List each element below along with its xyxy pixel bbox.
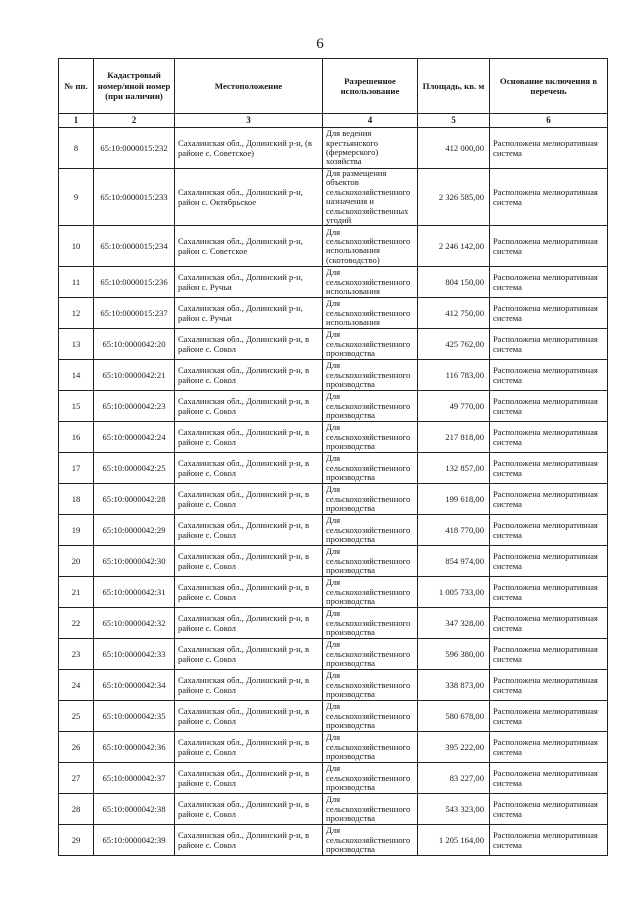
inclusion-basis-cell: Расположена мелиоративная система [490, 360, 608, 391]
row-number-cell: 17 [59, 453, 94, 484]
inclusion-basis-cell: Расположена мелиоративная система [490, 169, 608, 226]
inclusion-basis-cell: Расположена мелиоративная система [490, 546, 608, 577]
row-number-cell: 18 [59, 484, 94, 515]
area-cell: 217 818,00 [418, 422, 490, 453]
inclusion-basis-cell: Расположена мелиоративная система [490, 670, 608, 701]
inclusion-basis-cell: Расположена мелиоративная система [490, 453, 608, 484]
inclusion-basis-cell: Расположена мелиоративная система [490, 484, 608, 515]
location-cell: Сахалинская обл., Долинский р-н, в районе с. Сокол [175, 360, 323, 391]
area-cell: 412 750,00 [418, 298, 490, 329]
table-row [59, 577, 608, 608]
location-cell: Сахалинская обл., Долинский р-н, в районе с. Сокол [175, 701, 323, 732]
row-number-cell: 8 [59, 128, 94, 169]
permitted-use-cell: Для сельскохозяйственного производства [323, 329, 418, 360]
permitted-use-cell: Для сельскохозяйственного производства [323, 732, 418, 763]
table-row [59, 422, 608, 453]
area-cell: 1 005 733,00 [418, 577, 490, 608]
column-number-row [59, 114, 608, 128]
col-header-number: № пп. [59, 59, 94, 114]
row-number-cell: 16 [59, 422, 94, 453]
row-number-cell: 10 [59, 226, 94, 267]
inclusion-basis-cell: Расположена мелиоративная система [490, 128, 608, 169]
land-plots-table [58, 58, 608, 856]
permitted-use-cell: Для сельскохозяйственного использования (скотоводство) [323, 226, 418, 267]
permitted-use-cell: Для сельскохозяйственного производства [323, 794, 418, 825]
location-cell: Сахалинская обл., Долинский р-н, в районе с. Сокол [175, 484, 323, 515]
location-cell: Сахалинская обл., Долинский р-н, в районе с. Сокол [175, 391, 323, 422]
area-cell: 199 618,00 [418, 484, 490, 515]
page-number: 6 [316, 36, 324, 52]
cadastral-number-cell: 65:10:0000015:233 [94, 169, 175, 226]
area-cell: 543 323,00 [418, 794, 490, 825]
permitted-use-cell: Для сельскохозяйственного производства [323, 701, 418, 732]
cadastral-number-cell: 65:10:0000042:35 [94, 701, 175, 732]
row-number-cell: 15 [59, 391, 94, 422]
permitted-use-cell: Для сельскохозяйственного производства [323, 453, 418, 484]
location-cell: Сахалинская обл., Долинский р-н, в районе с. Сокол [175, 329, 323, 360]
inclusion-basis-cell: Расположена мелиоративная система [490, 794, 608, 825]
cadastral-number-cell: 65:10:0000042:34 [94, 670, 175, 701]
permitted-use-cell: Для сельскохозяйственного производства [323, 360, 418, 391]
col-header-area: Площадь, кв. м [418, 59, 490, 114]
table-row [59, 546, 608, 577]
table-row [59, 453, 608, 484]
location-cell: Сахалинская обл., Долинский р-н, район с. Ручьи [175, 298, 323, 329]
inclusion-basis-cell: Расположена мелиоративная система [490, 422, 608, 453]
inclusion-basis-cell: Расположена мелиоративная система [490, 298, 608, 329]
col-num-3: 3 [175, 114, 323, 128]
row-number-cell: 20 [59, 546, 94, 577]
row-number-cell: 26 [59, 732, 94, 763]
location-cell: Сахалинская обл., Долинский р-н, район с. Советское [175, 226, 323, 267]
location-cell: Сахалинская обл., Долинский р-н, в районе с. Сокол [175, 515, 323, 546]
cadastral-number-cell: 65:10:0000042:30 [94, 546, 175, 577]
inclusion-basis-cell: Расположена мелиоративная система [490, 825, 608, 856]
col-num-1: 1 [59, 114, 94, 128]
inclusion-basis-cell: Расположена мелиоративная система [490, 515, 608, 546]
inclusion-basis-cell: Расположена мелиоративная система [490, 608, 608, 639]
area-cell: 2 326 585,00 [418, 169, 490, 226]
cadastral-number-cell: 65:10:0000042:20 [94, 329, 175, 360]
inclusion-basis-cell: Расположена мелиоративная система [490, 577, 608, 608]
table-row [59, 298, 608, 329]
inclusion-basis-cell: Расположена мелиоративная система [490, 391, 608, 422]
area-cell: 338 873,00 [418, 670, 490, 701]
header-row [59, 59, 608, 114]
cadastral-number-cell: 65:10:0000015:236 [94, 267, 175, 298]
location-cell: Сахалинская обл., Долинский р-н, в районе с. Сокол [175, 763, 323, 794]
cadastral-number-cell: 65:10:0000042:38 [94, 794, 175, 825]
permitted-use-cell: Для сельскохозяйственного производства [323, 577, 418, 608]
col-num-2: 2 [94, 114, 175, 128]
inclusion-basis-cell: Расположена мелиоративная система [490, 763, 608, 794]
cadastral-number-cell: 65:10:0000042:29 [94, 515, 175, 546]
permitted-use-cell: Для ведения крестьянского (фермерского) хозяйства [323, 128, 418, 169]
cadastral-number-cell: 65:10:0000042:23 [94, 391, 175, 422]
table-row [59, 128, 608, 169]
location-cell: Сахалинская обл., Долинский р-н, в районе с. Сокол [175, 608, 323, 639]
inclusion-basis-cell: Расположена мелиоративная система [490, 267, 608, 298]
location-cell: Сахалинская обл., Долинский р-н, район с. Ручьи [175, 267, 323, 298]
row-number-cell: 9 [59, 169, 94, 226]
row-number-cell: 28 [59, 794, 94, 825]
inclusion-basis-cell: Расположена мелиоративная система [490, 226, 608, 267]
permitted-use-cell: Для сельскохозяйственного производства [323, 608, 418, 639]
area-cell: 804 150,00 [418, 267, 490, 298]
area-cell: 116 783,00 [418, 360, 490, 391]
row-number-cell: 24 [59, 670, 94, 701]
col-header-location: Местоположение [175, 59, 323, 114]
row-number-cell: 23 [59, 639, 94, 670]
permitted-use-cell: Для сельскохозяйственного использования [323, 267, 418, 298]
cadastral-number-cell: 65:10:0000042:36 [94, 732, 175, 763]
location-cell: Сахалинская обл., Долинский р-н, (в районе с. Советское) [175, 128, 323, 169]
row-number-cell: 22 [59, 608, 94, 639]
cadastral-number-cell: 65:10:0000042:32 [94, 608, 175, 639]
table-row [59, 608, 608, 639]
table-row [59, 794, 608, 825]
table-row [59, 825, 608, 856]
permitted-use-cell: Для сельскохозяйственного производства [323, 515, 418, 546]
table-row [59, 639, 608, 670]
cadastral-number-cell: 65:10:0000015:232 [94, 128, 175, 169]
area-cell: 347 328,00 [418, 608, 490, 639]
location-cell: Сахалинская обл., Долинский р-н, в районе с. Сокол [175, 732, 323, 763]
col-header-cadastral: Кадастровый номер/иной номер (при наличии) [94, 59, 175, 114]
permitted-use-cell: Для сельскохозяйственного производства [323, 639, 418, 670]
permitted-use-cell: Для сельскохозяйственного производства [323, 484, 418, 515]
location-cell: Сахалинская обл., Долинский р-н, в районе с. Сокол [175, 577, 323, 608]
row-number-cell: 29 [59, 825, 94, 856]
table-row [59, 391, 608, 422]
location-cell: Сахалинская обл., Долинский р-н, в районе с. Сокол [175, 825, 323, 856]
row-number-cell: 27 [59, 763, 94, 794]
area-cell: 425 762,00 [418, 329, 490, 360]
cadastral-number-cell: 65:10:0000042:33 [94, 639, 175, 670]
area-cell: 49 770,00 [418, 391, 490, 422]
table-row [59, 267, 608, 298]
area-cell: 596 380,00 [418, 639, 490, 670]
col-header-basis: Основание включения в перечень [490, 59, 608, 114]
row-number-cell: 14 [59, 360, 94, 391]
cadastral-number-cell: 65:10:0000042:37 [94, 763, 175, 794]
permitted-use-cell: Для сельскохозяйственного производства [323, 825, 418, 856]
table-row [59, 329, 608, 360]
cadastral-number-cell: 65:10:0000042:21 [94, 360, 175, 391]
cadastral-number-cell: 65:10:0000015:234 [94, 226, 175, 267]
cadastral-number-cell: 65:10:0000042:39 [94, 825, 175, 856]
table-row [59, 360, 608, 391]
permitted-use-cell: Для сельскохозяйственного производства [323, 391, 418, 422]
table-row [59, 169, 608, 226]
cadastral-number-cell: 65:10:0000042:28 [94, 484, 175, 515]
area-cell: 580 678,00 [418, 701, 490, 732]
permitted-use-cell: Для размещения объектов сельскохозяйственного назначения и сельскохозяйственных угодий [323, 169, 418, 226]
table-row [59, 763, 608, 794]
table-row [59, 515, 608, 546]
location-cell: Сахалинская обл., Долинский р-н, в районе с. Сокол [175, 670, 323, 701]
permitted-use-cell: Для сельскохозяйственного производства [323, 763, 418, 794]
cadastral-number-cell: 65:10:0000042:24 [94, 422, 175, 453]
inclusion-basis-cell: Расположена мелиоративная система [490, 639, 608, 670]
col-num-4: 4 [323, 114, 418, 128]
table-row [59, 701, 608, 732]
row-number-cell: 25 [59, 701, 94, 732]
table-row [59, 732, 608, 763]
area-cell: 132 857,00 [418, 453, 490, 484]
table-row [59, 226, 608, 267]
permitted-use-cell: Для сельскохозяйственного производства [323, 670, 418, 701]
location-cell: Сахалинская обл., Долинский р-н, в районе с. Сокол [175, 453, 323, 484]
cadastral-number-cell: 65:10:0000042:31 [94, 577, 175, 608]
cadastral-number-cell: 65:10:0000015:237 [94, 298, 175, 329]
area-cell: 395 222,00 [418, 732, 490, 763]
table-row [59, 670, 608, 701]
row-number-cell: 21 [59, 577, 94, 608]
cadastral-number-cell: 65:10:0000042:25 [94, 453, 175, 484]
area-cell: 2 246 142,00 [418, 226, 490, 267]
row-number-cell: 12 [59, 298, 94, 329]
location-cell: Сахалинская обл., Долинский р-н, в районе с. Сокол [175, 639, 323, 670]
location-cell: Сахалинская обл., Долинский р-н, в районе с. Сокол [175, 546, 323, 577]
col-num-6: 6 [490, 114, 608, 128]
inclusion-basis-cell: Расположена мелиоративная система [490, 732, 608, 763]
inclusion-basis-cell: Расположена мелиоративная система [490, 329, 608, 360]
row-number-cell: 13 [59, 329, 94, 360]
area-cell: 1 205 164,00 [418, 825, 490, 856]
table-row [59, 484, 608, 515]
permitted-use-cell: Для сельскохозяйственного производства [323, 546, 418, 577]
area-cell: 418 770,00 [418, 515, 490, 546]
location-cell: Сахалинская обл., Долинский р-н, в районе с. Сокол [175, 794, 323, 825]
location-cell: Сахалинская обл., Долинский р-н, в районе с. Сокол [175, 422, 323, 453]
area-cell: 854 974,00 [418, 546, 490, 577]
col-num-5: 5 [418, 114, 490, 128]
row-number-cell: 11 [59, 267, 94, 298]
location-cell: Сахалинская обл., Долинский р-н, район с. Октябрьское [175, 169, 323, 226]
area-cell: 412 000,00 [418, 128, 490, 169]
col-header-permitted-use: Разрешенное использование [323, 59, 418, 114]
permitted-use-cell: Для сельскохозяйственного использования [323, 298, 418, 329]
row-number-cell: 19 [59, 515, 94, 546]
inclusion-basis-cell: Расположена мелиоративная система [490, 701, 608, 732]
permitted-use-cell: Для сельскохозяйственного производства [323, 422, 418, 453]
area-cell: 83 227,00 [418, 763, 490, 794]
